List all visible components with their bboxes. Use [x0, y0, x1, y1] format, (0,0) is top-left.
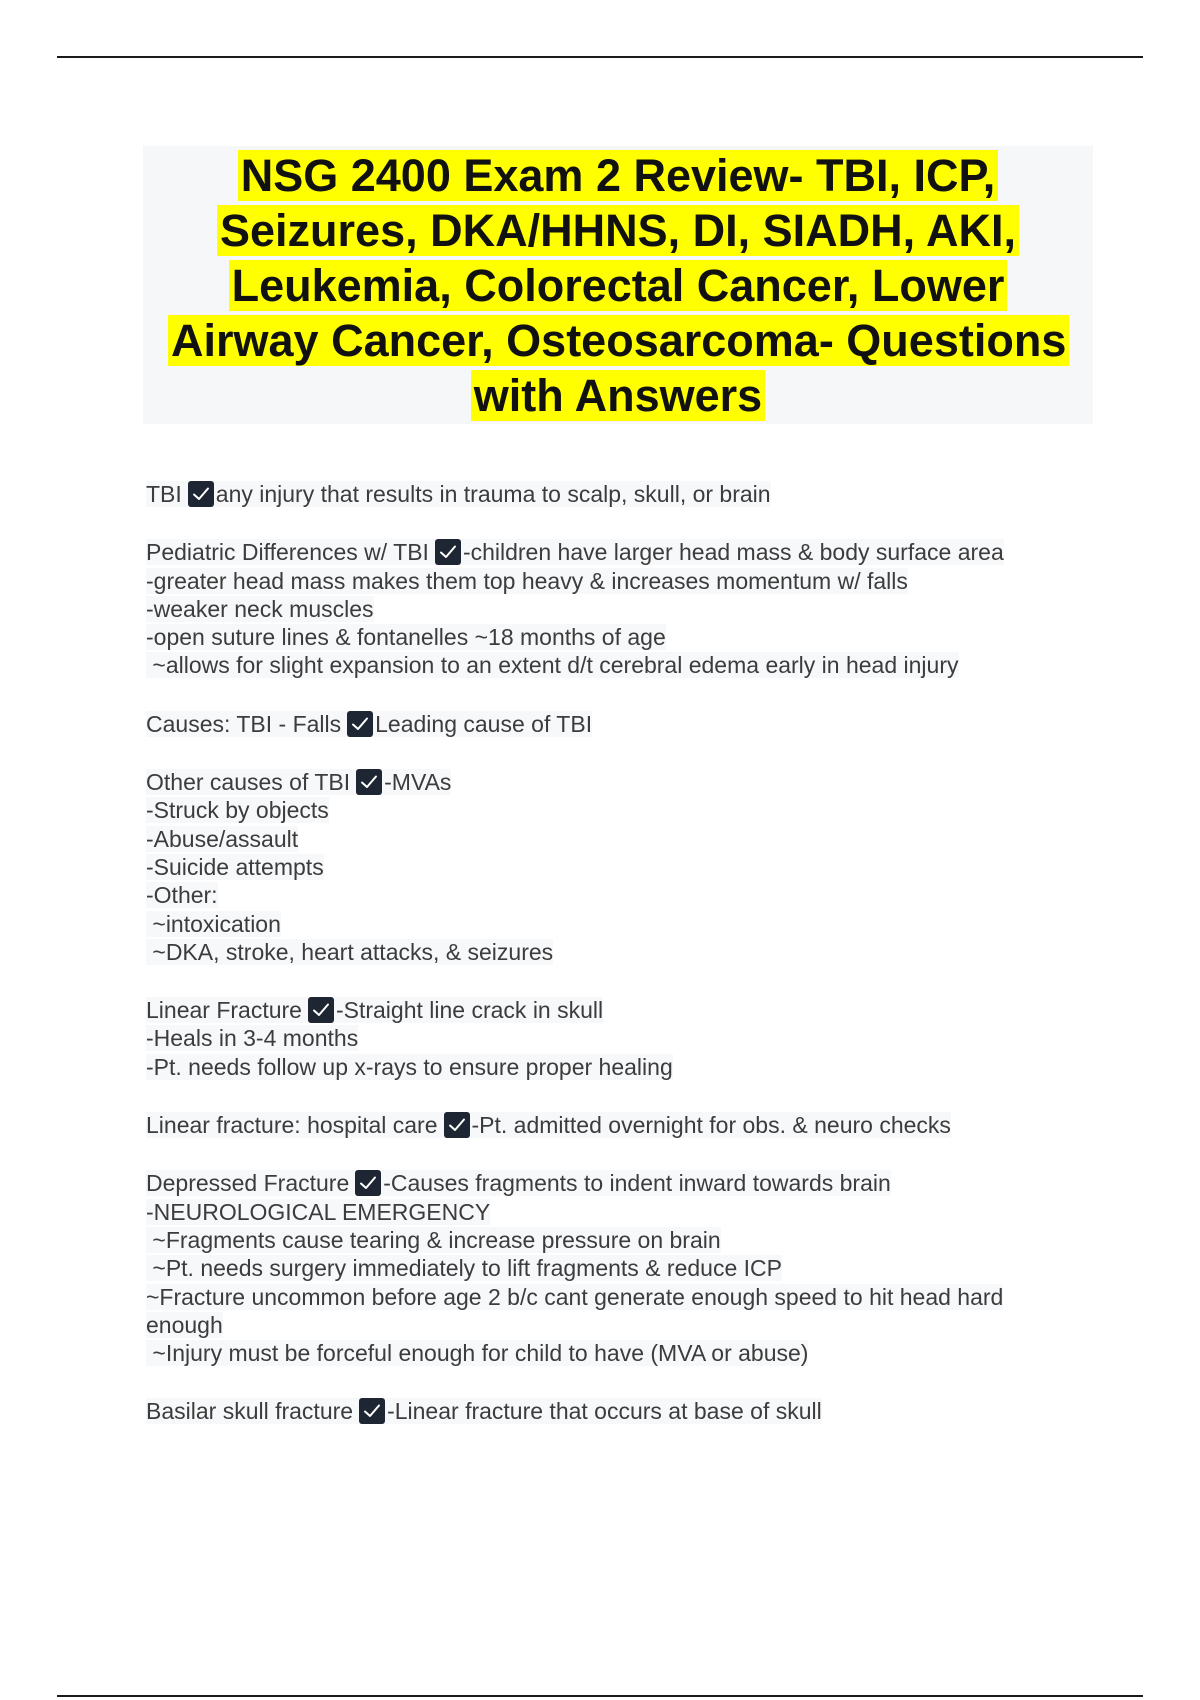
flashcard-answer: -children have larger head mass & body surface area: [462, 539, 1004, 566]
flashcard: [146, 480, 1066, 508]
flashcard-answer-line: ~Injury must be forceful enough for child to have (MVA or abuse): [146, 1340, 809, 1367]
document-title: [168, 148, 1068, 423]
flashcard-answer-line: -greater head mass makes them top heavy & increases momentum w/ falls: [146, 567, 908, 594]
flashcard-answer: -Causes fragments to indent inward towards brain: [383, 1170, 891, 1197]
flashcard-answer-line: -Heals in 3-4 months: [146, 1025, 359, 1052]
flashcard-term: TBI: [146, 481, 182, 507]
title-block: [143, 146, 1093, 424]
flashcard-answer-line: ~Fragments cause tearing & increase pressure on brain: [146, 1226, 721, 1253]
flashcard-answer-line: -Struck by objects: [146, 797, 329, 824]
flashcard-answer: -Straight line crack in skull: [335, 997, 604, 1024]
flashcard-answer-line: -Other:: [146, 882, 218, 909]
flashcard-answer: -Linear fracture that occurs at base of skull: [387, 1398, 822, 1425]
flashcard: [146, 768, 1066, 966]
checkbox-checked-icon: [188, 481, 214, 507]
flashcard-answer: -MVAs: [384, 769, 452, 796]
flashcard: [146, 1111, 1066, 1139]
flashcard-term: Linear fracture: hospital care: [146, 1112, 438, 1139]
flashcard-term: Linear Fracture: [146, 997, 302, 1024]
title-highlight: NSG 2400 Exam 2 Review- TBI, ICP, Seizures, DKA/HHNS, DI, SIADH, AKI, Leukemia, Colorectal Cancer, Lower Airway Cancer, Osteosarcoma- Questions with Answers: [168, 150, 1069, 421]
checkbox-checked-icon: [347, 711, 373, 737]
flashcard-term: Basilar skull fracture: [146, 1398, 354, 1425]
flashcard-answer-line: -open suture lines & fontanelles ~18 months of age: [146, 624, 666, 651]
flashcard-list: [146, 480, 1066, 1456]
flashcard-term: Pediatric Differences w/ TBI: [146, 539, 429, 566]
checkbox-checked-icon: [308, 997, 334, 1023]
flashcard-answer-line: ~Pt. needs surgery immediately to lift fragments & reduce ICP: [146, 1255, 782, 1282]
flashcard: [146, 538, 1066, 679]
flashcard-answer-line: ~allows for slight expansion to an extent d/t cerebral edema early in head injury: [146, 652, 959, 679]
flashcard: [146, 996, 1066, 1081]
checkbox-checked-icon: [435, 539, 461, 565]
flashcard-answer-line: ~DKA, stroke, heart attacks, & seizures: [146, 938, 554, 965]
flashcard-answer-line: -Abuse/assault: [146, 825, 299, 852]
checkbox-checked-icon: [355, 1170, 381, 1196]
flashcard-answer-line: ~intoxication: [146, 910, 281, 937]
header-rule: [57, 56, 1143, 58]
checkbox-checked-icon: [359, 1398, 385, 1424]
flashcard: [146, 1169, 1066, 1367]
checkbox-checked-icon: [444, 1112, 470, 1138]
flashcard-answer: Leading cause of TBI: [375, 710, 593, 737]
flashcard-answer: any injury that results in trauma to scalp, skull, or brain: [215, 481, 771, 507]
flashcard-term: Depressed Fracture: [146, 1170, 350, 1197]
footer-rule: [57, 1695, 1143, 1697]
checkbox-checked-icon: [356, 769, 382, 795]
flashcard-term: Causes: TBI - Falls: [146, 710, 342, 737]
flashcard-answer-line: -Suicide attempts: [146, 853, 324, 880]
flashcard-answer: -Pt. admitted overnight for obs. & neuro checks: [471, 1112, 951, 1139]
flashcard-answer-line: -weaker neck muscles: [146, 595, 374, 622]
flashcard: [146, 1397, 1066, 1425]
flashcard-answer-line: -NEUROLOGICAL EMERGENCY: [146, 1198, 491, 1225]
flashcard-answer-line: ~Fracture uncommon before age 2 b/c cant generate enough speed to hit head hard enough: [146, 1283, 1004, 1338]
flashcard-answer-line: -Pt. needs follow up x-rays to ensure proper healing: [146, 1053, 673, 1080]
flashcard-term: Other causes of TBI: [146, 769, 351, 796]
flashcard: [146, 710, 1066, 738]
